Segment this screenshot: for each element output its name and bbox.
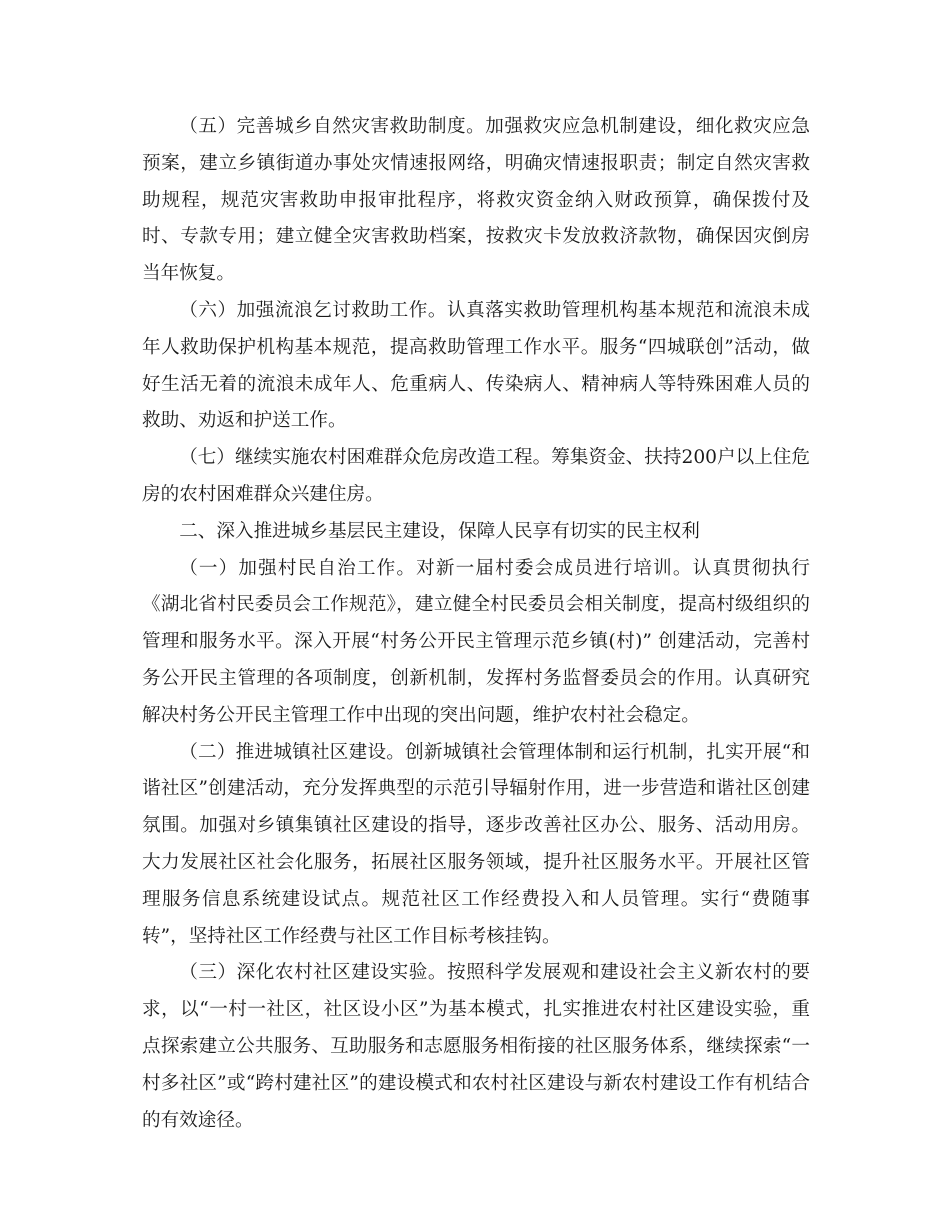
- paragraph-disaster-relief: （五）完善城乡自然灾害救助制度。加强救灾应急机制建设，细化救灾应急预案，建立乡镇街道办事处灾情速报网络，明确灾情速报职责；制定自然灾害救助规程，规范灾害救助申报审批程序，将救灾资金纳入财政预算，确保拨付及时、专款专用；建立健全灾害救助档案，按救灾卡发放救济款物，确保因灾倒房当年恢复。: [142, 116, 810, 285]
- paragraph-village-autonomy: （一）加强村民自治工作。对新一届村委会成员进行培训。认真贯彻执行《湖北省村民委员会工作规范》，建立健全村民委员会相关制度，提高村级组织的管理和服务水平。深入开展“村务公开民主管理示范乡镇(村)” 创建活动，完善村务公开民主管理的各项制度，创新机制，发挥村务监督委员会的作用。认真研究解决村务公开民主管理工作中出现的突出问题，维护农村社会稳定。: [142, 557, 810, 726]
- paragraph-urban-community: （二）推进城镇社区建设。创新城镇社会管理体制和运行机制，扎实开展“和谐社区”创建活动，充分发挥典型的示范引导辐射作用，进一步营造和谐社区创建氛围。加强对乡镇集镇社区建设的指导，逐步改善社区办公、服务、活动用房。大力发展社区社会化服务，拓展社区服务领域，提升社区服务水平。开展社区管理服务信息系统建设试点。规范社区工作经费投入和人员管理。实行“费随事转”，坚持社区工作经费与社区工作目标考核挂钩。: [142, 741, 810, 947]
- section-heading-grassroots-democracy: 二、深入推进城乡基层民主建设，保障人民享有切实的民主权利: [179, 520, 700, 542]
- document-body: [142, 109, 810, 1139]
- paragraph-housing-renovation: （七）继续实施农村困难群众危房改造工程。筹集资金、扶持200户以上住危房的农村困难群众兴建住房。: [142, 447, 810, 505]
- paragraph-rural-community: （三）深化农村社区建设实验。按照科学发展观和建设社会主义新农村的要求，以“一村一社区，社区设小区”为基本模式，扎实推进农村社区建设实验，重点探索建立公共服务、互助服务和志愿服务相衔接的社区服务体系，继续探索“一村多社区”或“跨村建社区”的建设模式和农村社区建设与新农村建设工作有机结合的有效途径。: [142, 962, 810, 1131]
- paragraph-vagrant-relief: （六）加强流浪乞讨救助工作。认真落实救助管理机构基本规范和流浪未成年人救助保护机构基本规范，提高救助管理工作水平。服务“四城联创”活动，做好生活无着的流浪未成年人、危重病人、传染病人、精神病人等特殊困难人员的救助、劝返和护送工作。: [142, 299, 810, 432]
